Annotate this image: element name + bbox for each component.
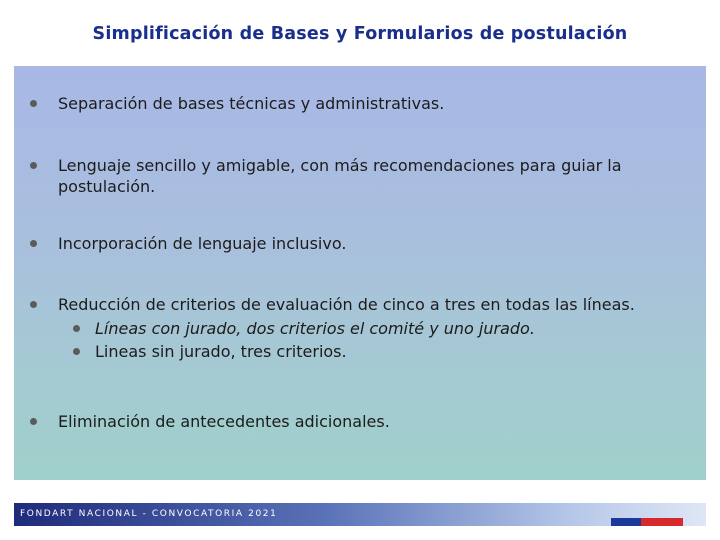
sub-bullet-dot-icon (73, 348, 80, 355)
bullet-dot-icon (30, 418, 37, 425)
bullet-item (14, 155, 706, 197)
bullet-dot-icon (30, 240, 37, 247)
flag-stripe-logo (611, 518, 683, 526)
bullet-text: Reducción de criterios de evaluación de cinco a tres en todas las líneas. (58, 295, 635, 314)
bullet-dot-icon (30, 162, 37, 169)
bullet-text: Separación de bases técnicas y administrativas. (58, 94, 445, 113)
flag-red-stripe (641, 518, 683, 526)
slide-title: Simplificación de Bases y Formularios de postulación (92, 24, 628, 44)
sub-bullet-text: Líneas con jurado, dos criterios el comité y uno jurado. (95, 319, 535, 338)
sub-bullet-text: Lineas sin jurado, tres criterios. (95, 342, 347, 361)
content-panel (14, 66, 706, 480)
bullet-text: Lenguaje sencillo y amigable, con más recomendaciones para guiar la postulación. (58, 156, 622, 196)
footer-bar (14, 503, 706, 526)
sub-bullet-dot-icon (73, 325, 80, 332)
bullet-text: Incorporación de lenguaje inclusivo. (58, 234, 347, 253)
bullet-text: Eliminación de antecedentes adicionales. (58, 412, 390, 431)
footer-label: FONDART NACIONAL - CONVOCATORIA 2021 (20, 509, 278, 519)
bullet-dot-icon (30, 301, 37, 308)
flag-blue-stripe (611, 518, 641, 526)
bullet-dot-icon (30, 100, 37, 107)
